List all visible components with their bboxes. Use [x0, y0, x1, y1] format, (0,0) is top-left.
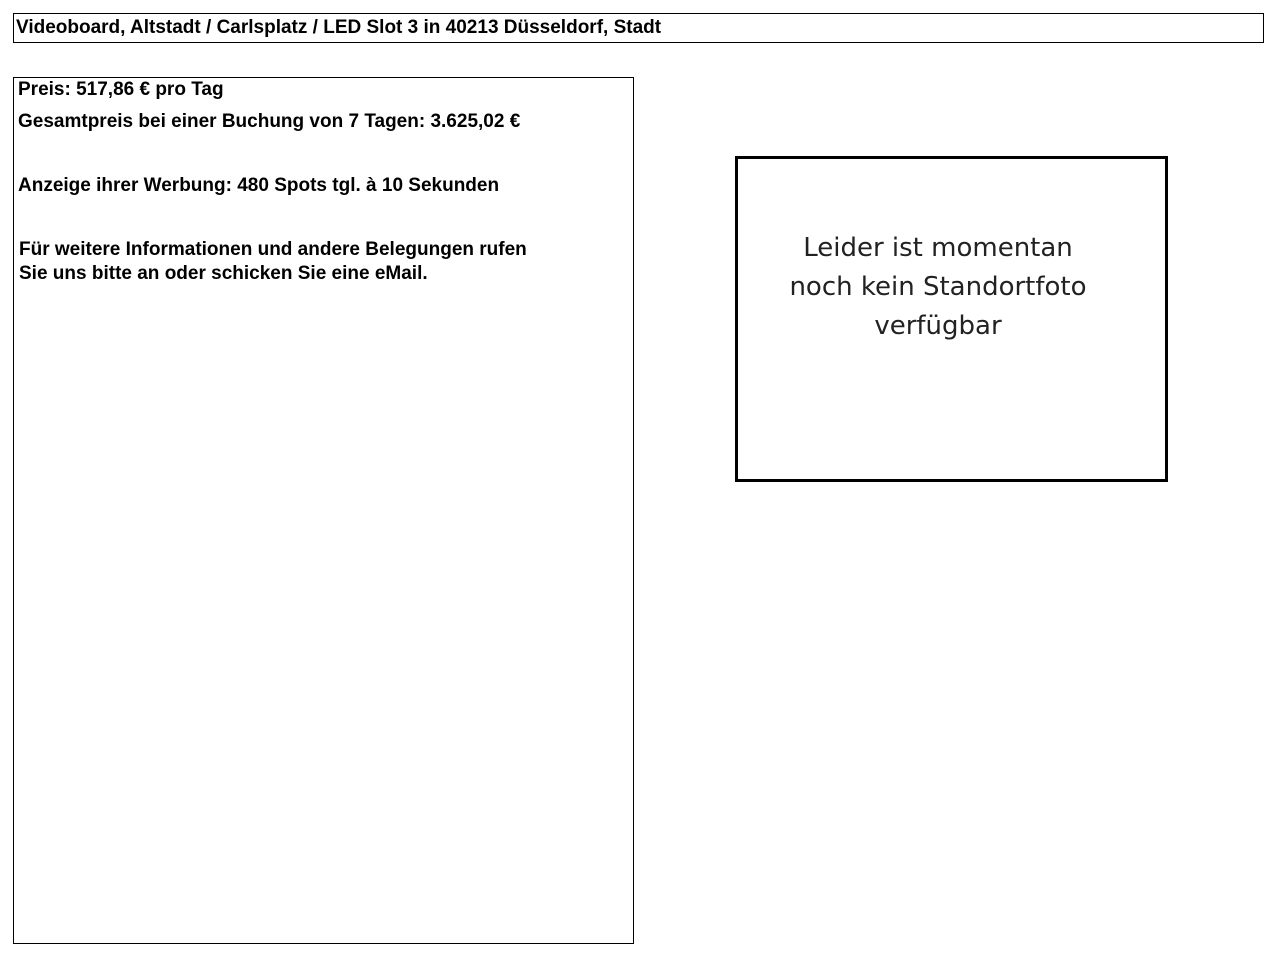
contact-line-1: Für weitere Informationen und andere Belegungen rufen	[19, 239, 527, 260]
location-title-box	[13, 13, 1264, 43]
pricing-info-box	[13, 77, 634, 944]
no-photo-line-3: verfügbar	[874, 311, 1002, 341]
contact-info	[19, 238, 599, 286]
ad-display-info: Anzeige ihrer Werbung: 480 Spots tgl. à 10 Sekunden	[18, 175, 500, 196]
location-title: Videoboard, Altstadt / Carlsplatz / LED Slot 3 in 40213 Düsseldorf, Stadt	[16, 17, 662, 38]
total-price: Gesamtpreis bei einer Buchung von 7 Tagen: 3.625,02 €	[18, 111, 521, 132]
no-photo-line-2: noch kein Standortfoto	[789, 272, 1087, 302]
no-photo-message	[738, 229, 1138, 346]
location-photo-placeholder	[735, 156, 1168, 482]
no-photo-line-1: Leider ist momentan	[803, 233, 1073, 263]
contact-line-2: Sie uns bitte an oder schicken Sie eine eMail.	[19, 263, 428, 284]
price-per-day: Preis: 517,86 € pro Tag	[18, 79, 224, 100]
